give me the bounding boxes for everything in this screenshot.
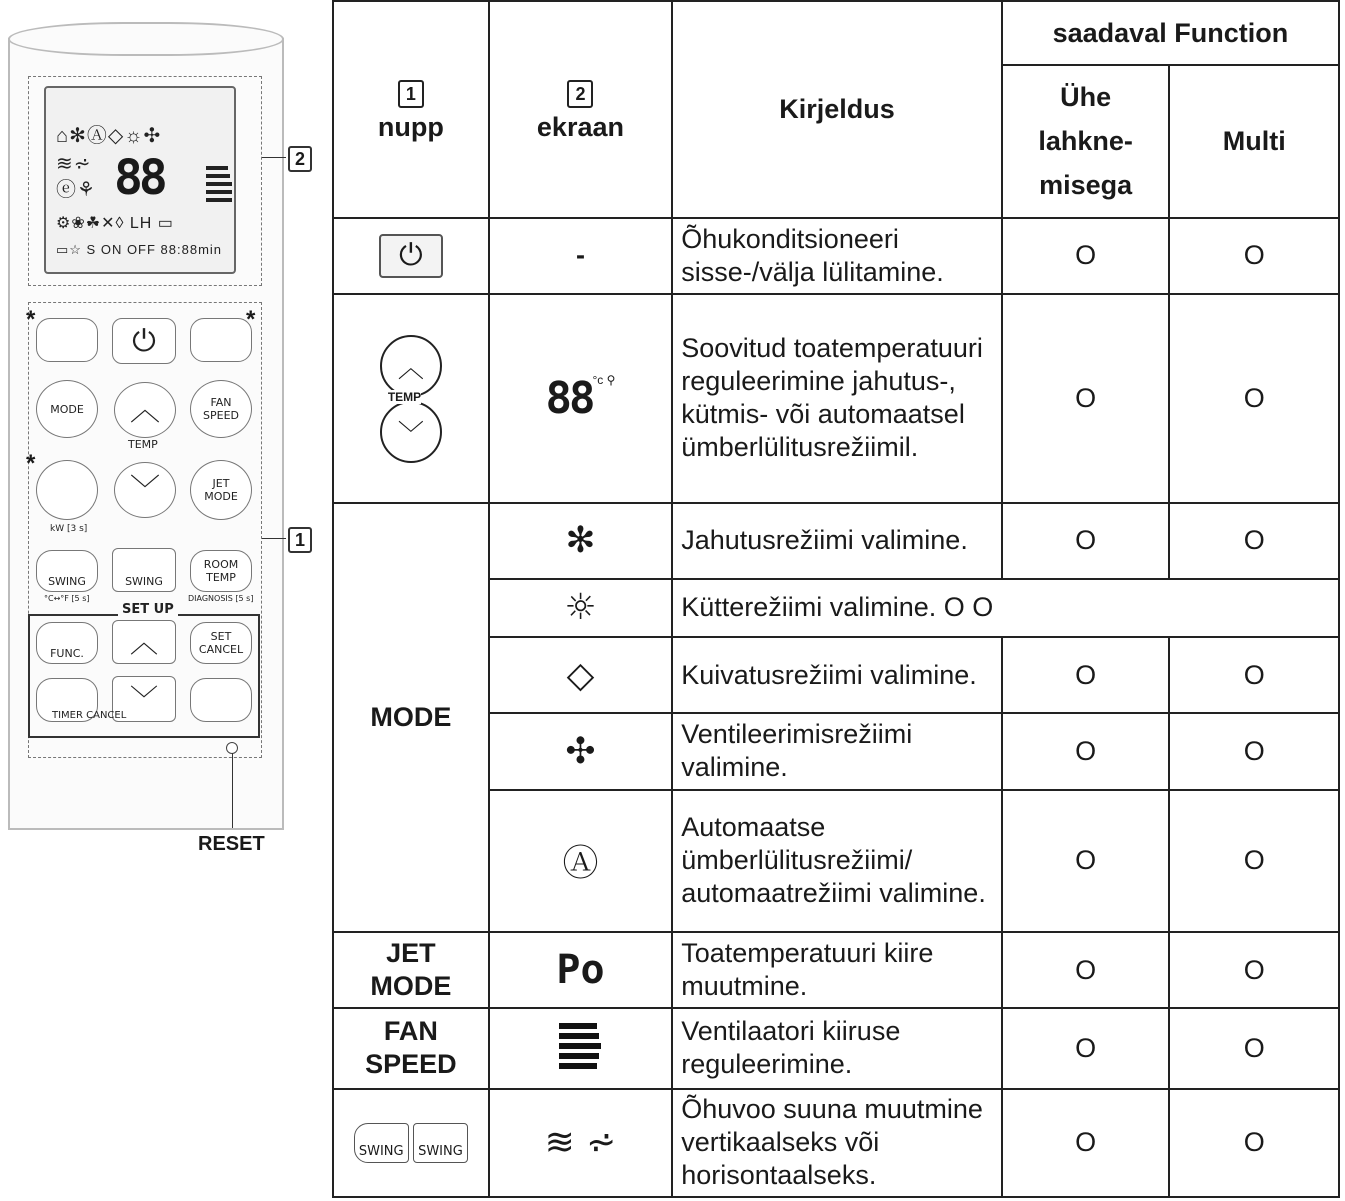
multi-mark: O	[1169, 218, 1339, 294]
single-mark: O	[1002, 790, 1170, 932]
setup-label: SET UP	[118, 602, 178, 617]
blank-button-left[interactable]	[36, 318, 98, 362]
single-mark: O	[1002, 218, 1170, 294]
temp-down-icon: ﹀	[380, 401, 442, 463]
fan-speed-key-label: FAN SPEED	[333, 1008, 489, 1088]
auto-mode-icon: Ⓐ	[489, 790, 673, 932]
power-button[interactable]: ⏻	[112, 318, 176, 364]
multi-mark: O	[1169, 1008, 1339, 1088]
description-cell: Ventileerimisrežiimi valimine.	[672, 713, 1002, 789]
description-cell: Kütterežiimi valimine. O O	[672, 579, 1339, 637]
func-button[interactable]: FUNC.	[36, 622, 98, 664]
single-mark: O	[1002, 637, 1170, 713]
remote-top	[8, 22, 284, 56]
fan-icon: ✣	[489, 713, 673, 789]
jet-mode-button[interactable]: JET MODE	[190, 460, 252, 520]
single-mark: O	[1002, 1089, 1170, 1197]
asterisk-mark: *	[26, 306, 36, 333]
multi-mark: O	[1169, 637, 1339, 713]
lcd-temperature: 88	[114, 150, 164, 206]
jet-mode-icon: Po	[489, 932, 673, 1008]
unit-toggle-label: °C↔°F [5 s]	[44, 594, 90, 603]
setup-down-button[interactable]: ﹀	[112, 676, 176, 722]
lcd-swing-icons: ≋⩫	[56, 153, 92, 175]
kw-label: kW [3 s]	[50, 524, 88, 534]
description-cell: Õhukonditsioneeri sisse-/välja lülitamine.	[672, 218, 1002, 294]
multi-mark: O	[1169, 790, 1339, 932]
multi-mark: O	[1169, 932, 1339, 1008]
single-mark: O	[1002, 713, 1170, 789]
header-available-function: saadaval Function	[1002, 1, 1339, 65]
single-mark: O	[1002, 1008, 1170, 1088]
description-cell: Automaatse ümberlülitusrežiimi/ automaatrežiimi valimine.	[672, 790, 1002, 932]
header-button: 1 nupp	[333, 1, 489, 218]
vertical-swing-key-icon: SWING	[354, 1123, 409, 1163]
cooling-icon: ✻	[489, 503, 673, 579]
description-cell: Jahutusrežiimi valimine.	[672, 503, 1002, 579]
table-row	[333, 294, 1339, 503]
power-key-icon: ⏻	[379, 234, 443, 278]
mode-key-label: MODE	[333, 503, 489, 932]
header-display: 2 ekraan	[489, 1, 673, 218]
header-single: Ühe lahkne- misega	[1002, 65, 1170, 218]
description-cell: Kuivatusrežiimi valimine.	[672, 637, 1002, 713]
swing-icons: ≋ ⩫	[489, 1089, 673, 1197]
horizontal-swing-button[interactable]: SWING	[112, 548, 176, 592]
table-row	[333, 218, 1339, 294]
remote-illustration	[0, 0, 330, 880]
horizontal-swing-key-icon: SWING	[413, 1123, 468, 1163]
temp-display-icon: $88^{^\circ c ⚲}$	[489, 294, 673, 503]
asterisk-mark: *	[246, 306, 256, 333]
function-table	[332, 0, 1340, 1198]
swing-keys-cell	[333, 1089, 489, 1197]
table-row	[333, 1089, 1339, 1197]
temp-up-icon: ︿	[380, 335, 442, 397]
single-mark: O	[1002, 503, 1170, 579]
temp-key-label: TEMP	[387, 390, 422, 405]
description-cell: Ventilaatori kiiruse reguleerimine.	[672, 1008, 1002, 1088]
temp-key-cell	[333, 294, 489, 503]
callout-display: 2	[288, 146, 312, 172]
description-cell: Soovitud toatemperatuuri reguleerimine jahutus-, kütmis- või automaatsel ümberlülitusrežiimil.	[672, 294, 1002, 503]
single-mark: O	[1002, 294, 1170, 503]
mode-button[interactable]: MODE	[36, 380, 98, 438]
description-cell: Toatemperatuuri kiire muutmine.	[672, 932, 1002, 1008]
setup-up-button[interactable]: ︿	[112, 620, 176, 664]
temp-label: TEMP	[128, 438, 158, 451]
reset-label: RESET	[198, 833, 265, 855]
fan-speed-icon	[489, 1008, 673, 1088]
dry-icon: ◇	[489, 637, 673, 713]
multi-mark: O	[1169, 1089, 1339, 1197]
heating-icon: ☼	[489, 579, 673, 637]
lcd-timer-row: ▭☆ S ON OFF 88:88min	[56, 242, 223, 257]
header-description: Kirjeldus	[672, 1, 1002, 218]
set-cancel-button[interactable]: SET CANCEL	[190, 622, 252, 664]
diagnosis-label: DIAGNOSIS [5 s]	[188, 594, 254, 603]
asterisk-mark: *	[26, 450, 36, 477]
temp-down-button[interactable]: ﹀	[114, 462, 176, 518]
table-row	[333, 1008, 1339, 1088]
callout-buttons: 1	[288, 527, 312, 553]
room-temp-button[interactable]: ROOM TEMP	[190, 550, 252, 592]
lcd-display	[44, 86, 236, 274]
display-cell: -	[489, 218, 673, 294]
multi-mark: O	[1169, 294, 1339, 503]
timer-cancel-label: TIMER CANCEL	[52, 710, 127, 721]
table-row	[333, 932, 1339, 1008]
single-mark: O	[1002, 932, 1170, 1008]
jet-mode-key-label: JET MODE	[333, 932, 489, 1008]
multi-mark: O	[1169, 503, 1339, 579]
lcd-function-icons: ⚙❀☘✕◊ LH ▭	[56, 215, 174, 232]
lcd-mode-icons: ⌂✻Ⓐ◇☼✣	[56, 125, 162, 147]
header-multi: Multi	[1169, 65, 1339, 218]
fan-speed-button[interactable]: FAN SPEED	[190, 380, 252, 438]
description-cell: Õhuvoo suuna muutmine vertikaalseks või horisontaalseks.	[672, 1089, 1002, 1197]
blank-button-right[interactable]	[190, 318, 252, 362]
blank-round-button[interactable]	[36, 460, 98, 520]
vertical-swing-button[interactable]: SWING	[36, 550, 98, 592]
table-row	[333, 503, 1339, 579]
temp-up-button[interactable]: ︿	[114, 382, 176, 438]
timer-off-button[interactable]	[190, 678, 252, 722]
multi-mark: O	[1169, 713, 1339, 789]
lcd-energy-icons: ⓔ⚘	[56, 179, 96, 201]
